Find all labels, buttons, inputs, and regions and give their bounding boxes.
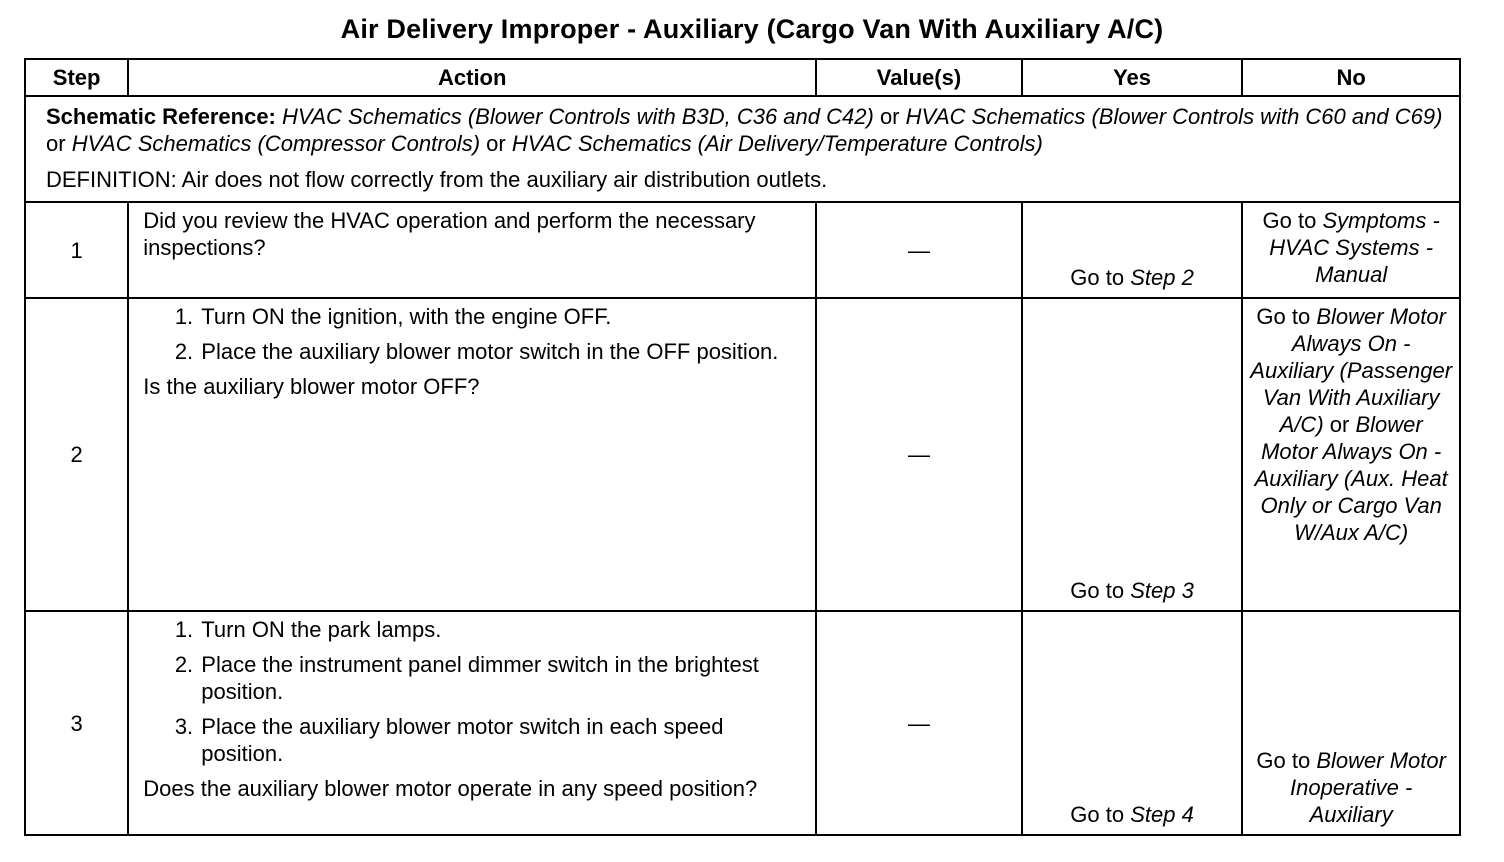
value-cell: —	[816, 202, 1022, 298]
schematic-link-2[interactable]: HVAC Schematics (Blower Controls with C60 and C69)	[905, 104, 1443, 129]
header-step: Step	[25, 59, 128, 96]
table-row	[25, 298, 1460, 611]
yes-link-step-4[interactable]: Step 4	[1130, 802, 1194, 827]
schematic-row	[25, 96, 1460, 202]
yes-prefix: Go to	[1070, 265, 1125, 290]
header-yes: Yes	[1022, 59, 1243, 96]
no-cell	[1242, 298, 1460, 611]
action-cell	[128, 611, 816, 835]
yes-cell	[1022, 611, 1243, 835]
schematic-link-4[interactable]: HVAC Schematics (Air Delivery/Temperature Controls)	[511, 131, 1043, 156]
action-step-item: 1. Turn ON the ignition, with the engine OFF.	[199, 303, 805, 330]
action-cell	[128, 298, 816, 611]
no-prefix: Go to	[1256, 748, 1311, 773]
step-question: Did you review the HVAC operation and perform the necessary inspections?	[143, 208, 756, 260]
no-prefix: Go to	[1262, 208, 1317, 233]
step-number: 2	[25, 298, 128, 611]
yes-prefix: Go to	[1070, 578, 1125, 603]
no-link-blower-always-on-passenger[interactable]: Blower Motor Always On - Auxiliary (Passenger Van With Auxiliary A/C)	[1250, 304, 1453, 437]
header-values: Value(s)	[816, 59, 1022, 96]
no-link-symptoms[interactable]: Symptoms - HVAC Systems - Manual	[1269, 208, 1440, 287]
header-no: No	[1242, 59, 1460, 96]
no-cell	[1242, 202, 1460, 298]
table-row	[25, 611, 1460, 835]
action-step-item: 1. Turn ON the park lamps.	[199, 616, 805, 643]
step-question: Is the auxiliary blower motor OFF?	[143, 374, 480, 399]
schematic-reference	[25, 96, 1460, 202]
yes-link-step-3[interactable]: Step 3	[1130, 578, 1194, 603]
schematic-or-2: or	[46, 131, 66, 156]
action-step-item: 3. Place the auxiliary blower motor switch in each speed position.	[199, 713, 805, 767]
action-step-item: 2. Place the auxiliary blower motor switch in the OFF position.	[199, 338, 805, 365]
action-cell	[128, 202, 816, 298]
schematic-or-3: or	[486, 131, 506, 156]
page-title: Air Delivery Improper - Auxiliary (Cargo Van With Auxiliary A/C)	[340, 14, 1164, 44]
header-row	[25, 59, 1460, 96]
schematic-label: Schematic Reference:	[46, 104, 276, 129]
yes-cell	[1022, 298, 1243, 611]
step-number: 1	[25, 202, 128, 298]
action-steps	[143, 303, 805, 365]
value-cell: —	[816, 611, 1022, 835]
yes-prefix: Go to	[1070, 802, 1125, 827]
yes-cell	[1022, 202, 1243, 298]
no-link-blower-always-on-cargo[interactable]: Blower Motor Always On - Auxiliary (Aux. Heat Only or Cargo Van W/Aux A/C)	[1254, 412, 1448, 545]
no-cell	[1242, 611, 1460, 835]
yes-link-step-2[interactable]: Step 2	[1130, 265, 1194, 290]
action-step-item: 2. Place the instrument panel dimmer switch in the brightest position.	[199, 651, 805, 705]
header-action: Action	[128, 59, 816, 96]
value-cell: —	[816, 298, 1022, 611]
no-prefix: Go to	[1256, 304, 1311, 329]
step-number: 3	[25, 611, 128, 835]
schematic-or-1: or	[879, 104, 900, 129]
diagnostic-table	[24, 58, 1461, 836]
definition-text: DEFINITION: Air does not flow correctly from the auxiliary air distribution outlets.	[46, 167, 828, 192]
table-row	[25, 202, 1460, 298]
schematic-link-3[interactable]: HVAC Schematics (Compressor Controls)	[71, 131, 481, 156]
no-or: or	[1329, 412, 1350, 437]
action-steps	[143, 616, 805, 767]
schematic-link-1[interactable]: HVAC Schematics (Blower Controls with B3D, C36 and C42)	[282, 104, 874, 129]
no-link-blower-inoperative[interactable]: Blower Motor Inoperative - Auxiliary	[1290, 748, 1446, 827]
step-question: Does the auxiliary blower motor operate in any speed position?	[143, 776, 758, 801]
